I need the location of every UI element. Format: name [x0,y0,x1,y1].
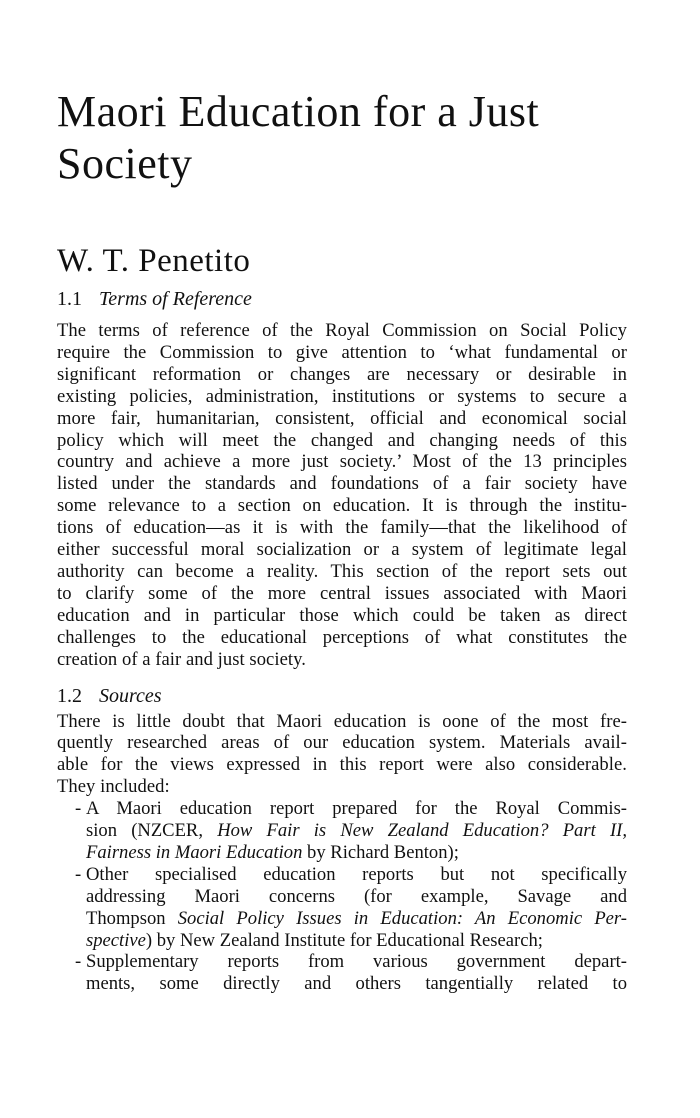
text-line: creation of a fair and just society. [57,648,306,670]
author-name: W. T. Penetito [57,243,251,279]
text-fragment: ) by New Zealand Institute for Educational Research; [145,929,543,951]
text-line: significant reformation or changes are necessary or desirable in [57,363,627,385]
text-line: They included: [57,776,170,798]
dash-bullet: - [75,798,82,820]
section-label: Terms of Reference [99,288,252,310]
section-number: 1.1 [57,288,82,310]
text-line: existing policies, administration, institutions or systems to secure a [57,385,627,407]
section-number: 1.2 [57,684,82,707]
text-line: addressing Maori concerns (for example, Savage and [86,885,627,907]
italic-title: How Fair is New Zealand Education? Part II, [217,820,627,842]
text-line [86,820,627,842]
page-content [57,86,627,995]
text-fragment: Thompson [86,907,178,929]
title-line-1: Maori Education for a Just [57,87,540,136]
section-heading-sources [57,683,627,709]
text-line: some relevance to a section on education. It is through the institu- [57,495,627,517]
section-label: Sources [99,684,162,707]
paragraph-sources [57,711,627,799]
paragraph-terms-of-reference [57,320,627,671]
text-line: The terms of reference of the Royal Commission on Social Policy [57,320,627,341]
italic-title: Fairness in Maori Education [86,841,303,863]
text-line: either successful moral socialization or a system of legitimate legal [57,539,627,561]
article-title [57,86,627,190]
text-line: country and achieve a more just society.’ Most of the 13 principles [57,451,627,473]
text-line [86,908,627,930]
text-line [86,930,627,952]
section-heading-terms-of-reference [57,286,627,312]
text-line: education and in particular those which could be taken as direct [57,604,627,626]
text-line: able for the views expressed in this report were also considerable. [57,754,627,776]
title-line-2: Society [57,139,193,188]
text-line: more fair, humanitarian, consistent, official and economical social [57,407,627,429]
text-line: authority can become a reality. This section of the report sets out [57,560,627,582]
text-line: listed under the standards and foundations of a fair society have [57,473,627,495]
italic-title: spective [86,929,146,951]
text-line: to clarify some of the more central issues associated with Maori [57,582,627,604]
sources-list [57,798,627,995]
text-fragment: by Richard Benton); [302,841,459,863]
text-line: ments, some directly and others tangentially related to [86,973,627,995]
text-line: tions of education—as it is with the family—that the likelihood of [57,517,627,539]
text-line: policy which will meet the changed and changing needs of this [57,429,627,451]
text-line [86,842,627,864]
list-item [75,864,627,952]
text-line: challenges to the educational perceptions of what constitutes the [57,626,627,648]
text-line: require the Commission to give attention to ‘what fundamental or [57,341,627,363]
text-fragment: sion (NZCER, [86,820,218,842]
text-line: There is little doubt that Maori education is oone of the most fre- [57,710,627,732]
text-line: quently researched areas of our education system. Materials avail- [57,732,627,754]
list-item [75,798,627,864]
text-line: Supplementary reports from various government depart- [86,951,627,973]
italic-title: Social Policy Issues in Education: An Economic Per- [177,907,627,929]
text-line: A Maori education report prepared for the Royal Commis- [86,798,627,820]
text-line: Other specialised education reports but not specifically [86,863,627,885]
list-item [75,951,627,995]
dash-bullet: - [75,863,82,885]
dash-bullet: - [75,951,82,973]
